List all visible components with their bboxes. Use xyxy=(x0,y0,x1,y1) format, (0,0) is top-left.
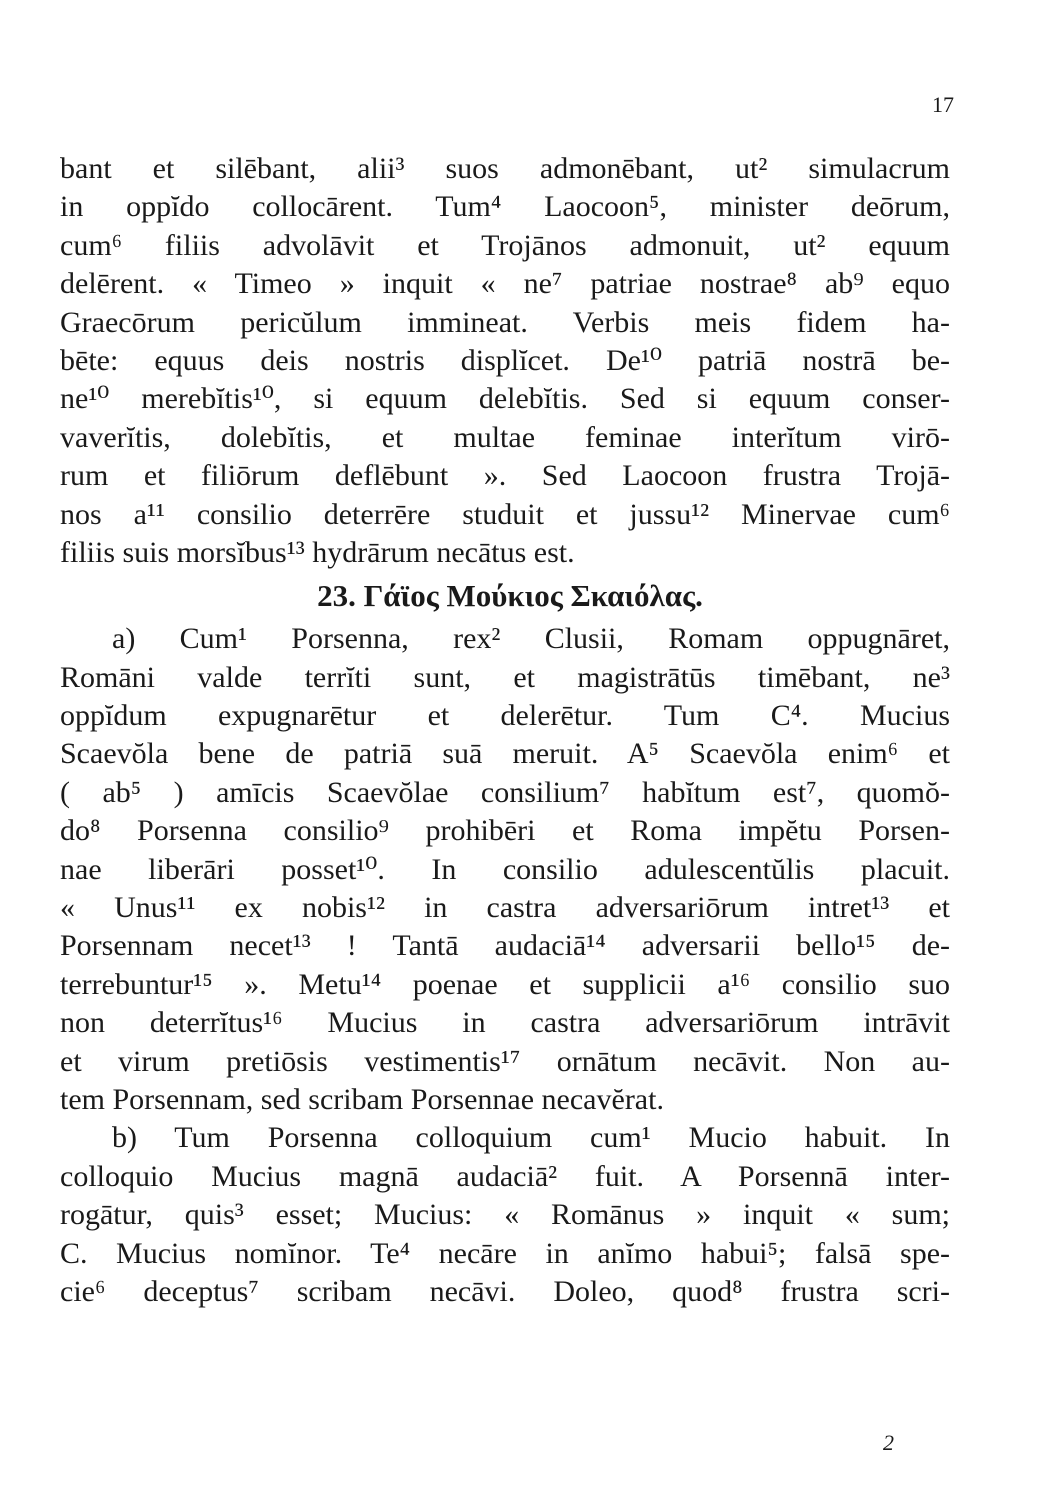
page-text xyxy=(60,150,950,1311)
text-line: Romāni valde terrĭti sunt, et magistrātūs timēbant, ne³ xyxy=(60,660,950,694)
section-heading: 23. Γάϊος Μούκιος Σκαιόλας. xyxy=(317,578,703,614)
text-line: Graecōrum pericŭlum immineat. Verbis meis fidem ha- xyxy=(60,305,950,339)
text-line: terrebuntur¹⁵ ». Metu¹⁴ poenae et supplicii a¹⁶ consilio suo xyxy=(60,967,950,1001)
text-line: nae liberāri posset¹⁰. In consilio adulescentŭlis placuit. xyxy=(60,852,950,886)
text-line: Porsennam necet¹³ ! Tantā audaciā¹⁴ adversarii bello¹⁵ de- xyxy=(60,929,950,963)
text-line: cie⁶ deceptus⁷ scribam necāvi. Doleo, quod⁸ frustra scri- xyxy=(60,1274,950,1308)
text-line: vaverĭtis, dolebĭtis, et multae feminae interĭtum virō- xyxy=(60,420,950,454)
text-line: ne¹⁰ merebĭtis¹⁰, si equum delebĭtis. Sed si equum conser- xyxy=(60,382,950,416)
text-line: delērent. « Timeo » inquit « ne⁷ patriae nostrae⁸ ab⁹ equo xyxy=(60,267,950,301)
page-number: 17 xyxy=(932,92,954,117)
text-line: do⁸ Porsenna consilio⁹ prohibēri et Roma impĕtu Porsen- xyxy=(60,814,950,848)
text-line: bant et silēbant, alii³ suos admonēbant, ut² simulacrum xyxy=(60,152,950,185)
text-line: non deterrĭtus¹⁶ Mucius in castra adversariōrum intrāvit xyxy=(60,1006,950,1040)
text-line: cum⁶ filiis advolāvit et Trojānos admonuit, ut² equum xyxy=(60,228,950,262)
text-line: rum et filiōrum deflēbunt ». Sed Laocoon frustra Trojā- xyxy=(60,459,950,493)
text-line: et virum pretiōsis vestimentis¹⁷ ornātum necāvit. Non au- xyxy=(60,1044,950,1078)
text-line: a) Cum¹ Porsenna, rex² Clusii, Romam oppugnāret, xyxy=(112,622,950,656)
text-line: oppĭdum expugnarētur et delerētur. Tum C⁴. Mucius xyxy=(60,699,950,733)
text-line: colloquio Mucius magnā audaciā² fuit. A Porsennā inter- xyxy=(60,1159,950,1193)
text-line: Scaevŏla bene de patriā suā meruit. A⁵ Scaevŏla enim⁶ et xyxy=(60,737,950,771)
text-line: tem Porsennam, sed scribam Porsennae necavĕrat. xyxy=(60,1082,664,1116)
text-line: rogātur, quis³ esset; Mucius: « Romānus » inquit « sum; xyxy=(60,1198,950,1232)
text-line: bēte: equus deis nostris displĭcet. De¹⁰ patriā nostrā be- xyxy=(60,343,950,377)
text-line: C. Mucius nomĭnor. Te⁴ necāre in anĭmo habui⁵; falsā spe- xyxy=(60,1236,950,1270)
text-line: filiis suis morsĭbus¹³ hydrārum necātus est. xyxy=(60,535,575,569)
text-line: nos a¹¹ consilio deterrēre studuit et jussu¹² Minervae cum⁶ xyxy=(60,497,950,531)
text-line: « Unus¹¹ ex nobis¹² in castra adversariōrum intret¹³ et xyxy=(60,891,950,925)
text-line: in oppĭdo collocārent. Tum⁴ Laocoon⁵, minister deōrum, xyxy=(60,190,950,224)
text-line: b) Tum Porsenna colloquium cum¹ Mucio habuit. In xyxy=(112,1121,950,1155)
text-line: ( ab⁵ ) amīcis Scaevŏlae consilium⁷ habĭtum est⁷, quomŏ- xyxy=(60,775,950,809)
signature-mark: 2 xyxy=(883,1430,894,1455)
